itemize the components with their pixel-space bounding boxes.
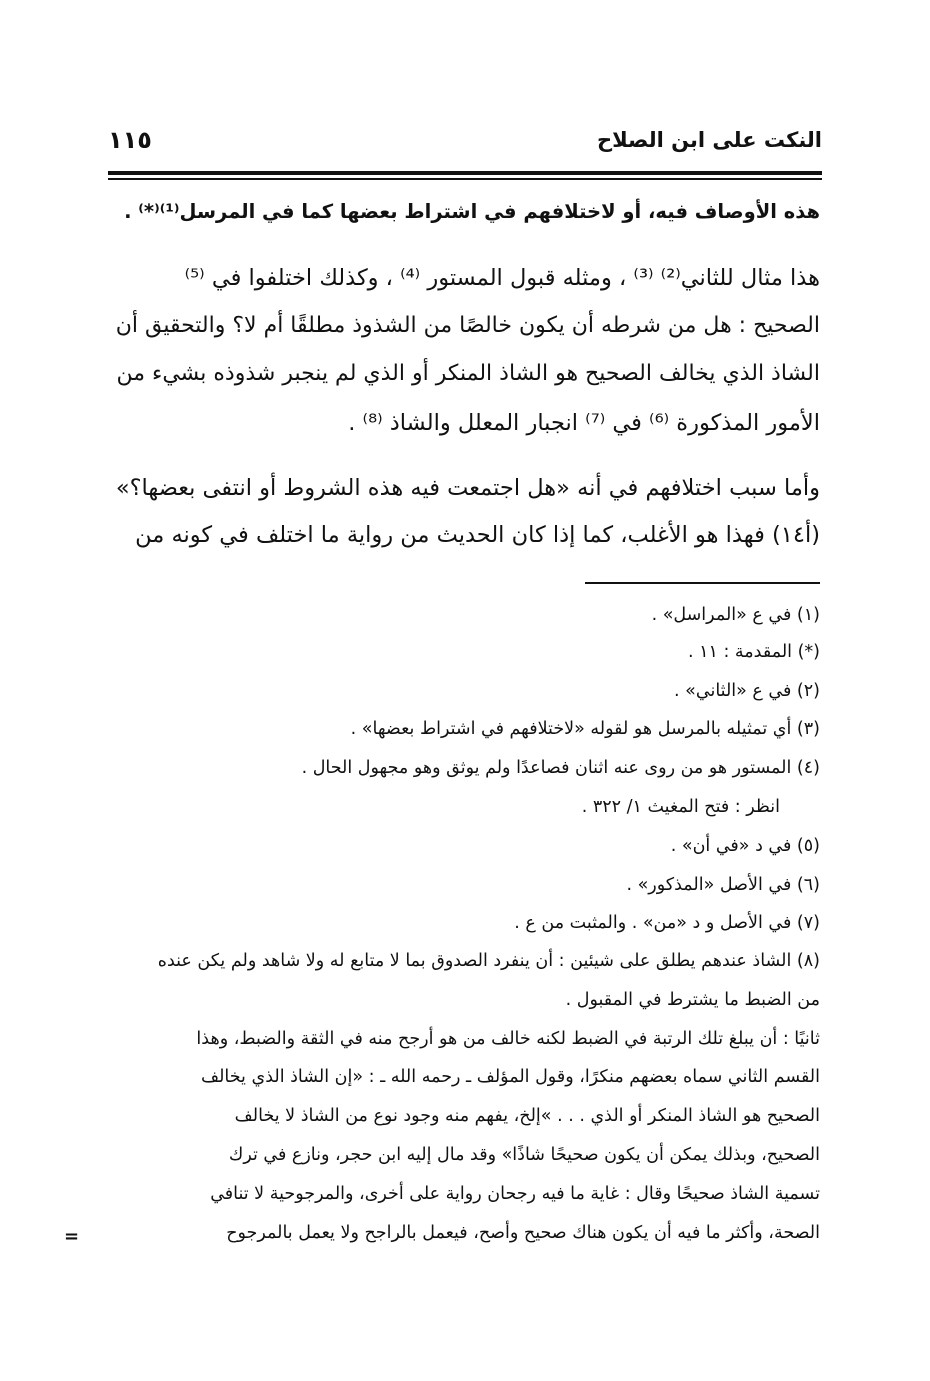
- footnote-continuation: الصحة، وأكثر ما فيه أن يكون هناك صحيح وأصح، فيعمل بالراجح ولا يعمل بالمرجوح: [226, 1223, 820, 1243]
- text-line: الأمور المذكورة ⁽⁶⁾ في ⁽⁷⁾ انجبار المعلل والشاذ ⁽⁸⁾ .: [348, 410, 820, 436]
- footnote: (*) المقدمة : ١١ .: [687, 642, 820, 662]
- footnote: (٥) في د «في أن» .: [670, 836, 820, 856]
- footnote-continuation: ثانيًا : أن يبلغ تلك الرتبة في الضبط لكنه خالف من هو أرجح منه في الثقة والضبط، وهذا: [196, 1029, 820, 1049]
- page-header: [108, 124, 822, 164]
- header-rule-thick: [108, 171, 822, 175]
- header-rule-thin: [108, 178, 822, 180]
- footnote-continuation: الصحيح هو الشاذ المنكر أو الذي . . . »إلخ، يفهم منه وجود نوع من الشاذ لا يخالف: [234, 1106, 820, 1126]
- footnote-continuation: الصحيح، وبذلك يمكن أن يكون صحيحًا شاذًا» وقد مال إليه ابن حجر، ونازع في ترك: [228, 1145, 820, 1165]
- text-line: هذا مثال للثاني⁽²⁾ ⁽³⁾ ، ومثله قبول المستور ⁽⁴⁾ ، وكذلك اختلفوا في ⁽⁵⁾: [184, 265, 820, 291]
- text-line: الصحيح : هل من شرطه أن يكون خالصًا من الشذوذ مطلقًا أم لا؟ والتحقيق أن: [115, 313, 820, 338]
- footnote-continuation: القسم الثاني سماه بعضهم منكرًا، وقول المؤلف ـ رحمه الله ـ : «إن الشاذ الذي يخالف: [200, 1067, 820, 1087]
- footnote: (٧) في الأصل و د «من» . والمثبت من ع .: [514, 913, 820, 933]
- page-number: ١١٥: [108, 126, 152, 154]
- text-line: (أ١٤) فهذا هو الأغلب، كما إذا كان الحديث من رواية ما اختلف في كونه من: [135, 522, 820, 548]
- footnote: (٢) في ع «الثاني» .: [674, 681, 820, 701]
- footnote: (٣) أي تمثيله بالمرسل هو لقوله «لاختلافهم في اشتراط بعضها» .: [350, 719, 820, 739]
- continuation-mark: =: [64, 1226, 80, 1247]
- text-line: هذه الأوصاف فيه، أو لاختلافهم في اشتراط بعضها كما في المرسل⁽¹⁾⁽*⁾ .: [124, 200, 820, 223]
- running-title: النكت على ابن الصلاح: [596, 128, 822, 152]
- footnote: (٨) الشاذ عندهم يطلق على شيئين : أن ينفرد الصدوق بما لا متابع له ولا شاهد ولم يكن عنده: [157, 951, 820, 971]
- footnote-continuation: انظر : فتح المغيث ١/ ٣٢٢ .: [581, 797, 780, 817]
- footnote-separator: [585, 582, 820, 584]
- text-line: الشاذ الذي يخالف الصحيح هو الشاذ المنكر أو الذي لم ينجبر شذوذه بشيء من: [116, 361, 820, 386]
- footnote: (٦) في الأصل «المذكور» .: [626, 875, 820, 895]
- footnote: (١) في ع «المراسل» .: [651, 605, 820, 625]
- text-line: وأما سبب اختلافهم في أنه «هل اجتمعت فيه هذه الشروط أو انتفى بعضها؟»: [115, 475, 820, 501]
- footnote-continuation: تسمية الشاذ صحيحًا وقال : غاية ما فيه رجحان رواية على أخرى، والمرجوحية لا تنافي: [210, 1184, 820, 1204]
- footnote-continuation: من الضبط ما يشترط في المقبول .: [565, 990, 820, 1010]
- footnote: (٤) المستور هو من روى عنه اثنان فصاعدًا ولم يوثق وهو مجهول الحال .: [301, 758, 820, 778]
